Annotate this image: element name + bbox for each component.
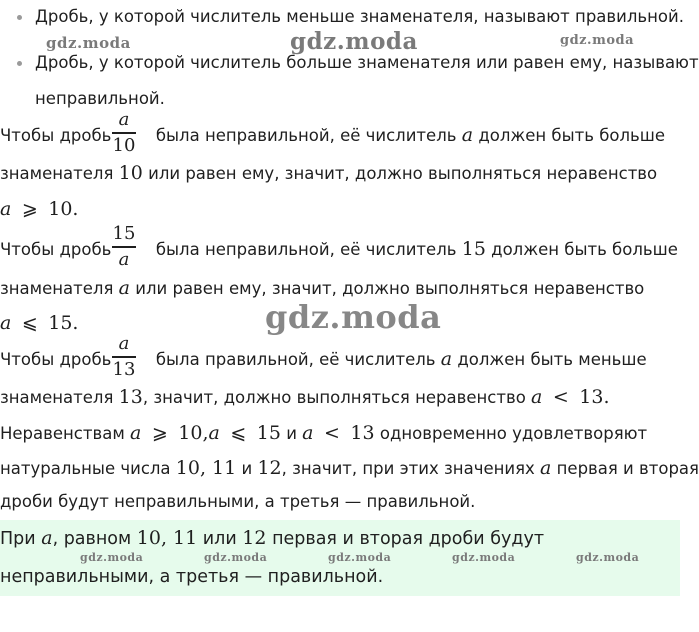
text: должен быть больше	[491, 240, 678, 259]
bullet-item	[35, 7, 684, 26]
bullet-text: Дробь, у которой числитель меньше знаменателя, называют правильной.	[35, 7, 684, 26]
text: Чтобы дробь	[0, 126, 112, 145]
text: знаменателя	[0, 279, 114, 298]
answer-line1	[0, 527, 544, 549]
watermark: gdz.moda	[560, 33, 635, 48]
para3-line2	[0, 386, 610, 408]
bullet-dot	[17, 15, 22, 20]
text: Чтобы дробь	[0, 350, 112, 369]
math-num: 10	[118, 162, 143, 184]
text: натуральные числа	[0, 459, 171, 478]
text: и	[286, 424, 297, 443]
math-var: a	[130, 422, 142, 444]
math-var: a	[461, 124, 474, 146]
math-var: a	[0, 312, 12, 334]
para2-line2	[0, 277, 644, 299]
math-var: a	[540, 457, 552, 479]
math-num: 12	[242, 527, 267, 549]
frac-denominator: 10	[112, 134, 136, 156]
text: неправильными, а третья — правильной.	[0, 567, 384, 587]
para3-line1	[0, 348, 647, 370]
math-var: a	[118, 277, 130, 299]
frac-denominator: 13	[112, 358, 136, 380]
math-op: ⩾	[151, 422, 168, 444]
para2-ineq	[0, 312, 78, 334]
watermark: gdz.moda	[204, 551, 268, 564]
para4-line3	[0, 492, 475, 511]
math-var: a	[531, 386, 543, 408]
math-op: <	[552, 386, 569, 408]
math-num: 13.	[579, 386, 610, 408]
text: первая и вторая	[556, 459, 699, 478]
frac-numerator: 15	[112, 223, 136, 244]
math-num: 10, 11	[136, 527, 198, 549]
bullet-item-cont	[35, 89, 165, 108]
text: должен быть меньше	[457, 350, 647, 369]
math-num: 12	[257, 457, 282, 479]
math-op: ⩽	[230, 422, 247, 444]
para4-line2	[0, 457, 699, 479]
math-num: 15	[461, 238, 486, 260]
bullet-dot	[17, 61, 22, 66]
watermark: gdz.moda	[80, 551, 144, 564]
math-num: 10,	[178, 422, 209, 444]
para1-ineq	[0, 198, 78, 220]
text: была правильной, её числитель	[155, 350, 436, 369]
watermark: gdz.moda	[46, 34, 131, 52]
text: должен быть больше	[478, 126, 665, 145]
fraction	[109, 332, 139, 382]
math-var: a	[302, 422, 314, 444]
text: одновременно удовлетворяют	[379, 424, 648, 443]
para2-line1	[0, 238, 678, 260]
math-num: 15	[256, 422, 281, 444]
frac-numerator: a	[118, 109, 130, 130]
frac-numerator: a	[118, 333, 130, 354]
text: дроби будут неправильными, а третья — правильной.	[0, 492, 476, 511]
math-num: 13	[118, 386, 143, 408]
math-op: ⩽	[21, 312, 38, 334]
text: была неправильной, её числитель	[155, 126, 457, 145]
text: знаменателя	[0, 164, 114, 183]
math-var: a	[41, 527, 53, 549]
text: и	[241, 459, 253, 478]
bullet-item	[35, 53, 699, 72]
answer-line2	[0, 567, 383, 587]
math-op: <	[324, 422, 340, 444]
para4-line1	[0, 422, 647, 444]
para1-line2	[0, 162, 657, 184]
para1-line1	[0, 124, 665, 146]
text: , значит, при этих значениях	[281, 459, 535, 478]
text: или	[202, 529, 237, 549]
text: первая и вторая дроби будут	[272, 529, 545, 549]
math-num: 15.	[48, 312, 79, 334]
watermark: gdz.moda	[265, 298, 442, 336]
text: знаменателя	[0, 388, 114, 407]
fraction	[109, 108, 139, 158]
fraction	[109, 222, 139, 272]
math-num: 10, 11	[175, 457, 237, 479]
math-var: a	[0, 198, 12, 220]
math-num: 13	[350, 422, 375, 444]
text: была неправильной, её числитель	[155, 240, 457, 259]
text: При	[0, 529, 36, 549]
text: или равен ему, значит, должно выполняться неравенство	[135, 279, 645, 298]
math-op: ⩾	[21, 198, 38, 220]
watermark: gdz.moda	[328, 551, 392, 564]
watermark: gdz.moda	[452, 551, 516, 564]
watermark: gdz.moda	[576, 551, 640, 564]
text: Чтобы дробь	[0, 240, 112, 259]
text: , значит, должно выполняться неравенство	[142, 388, 526, 407]
text: , равном	[52, 529, 132, 549]
math-var: a	[440, 348, 453, 370]
math-num: 10.	[48, 198, 79, 220]
frac-denominator: a	[118, 248, 130, 270]
watermark: gdz.moda	[290, 28, 418, 55]
math-var: a	[208, 422, 220, 444]
text: или равен ему, значит, должно выполняться неравенство	[148, 164, 658, 183]
bullet-text: Дробь, у которой числитель больше знаменателя или равен ему, называют	[35, 53, 699, 72]
text: Неравенствам	[0, 424, 125, 443]
bullet-text: неправильной.	[35, 89, 165, 108]
